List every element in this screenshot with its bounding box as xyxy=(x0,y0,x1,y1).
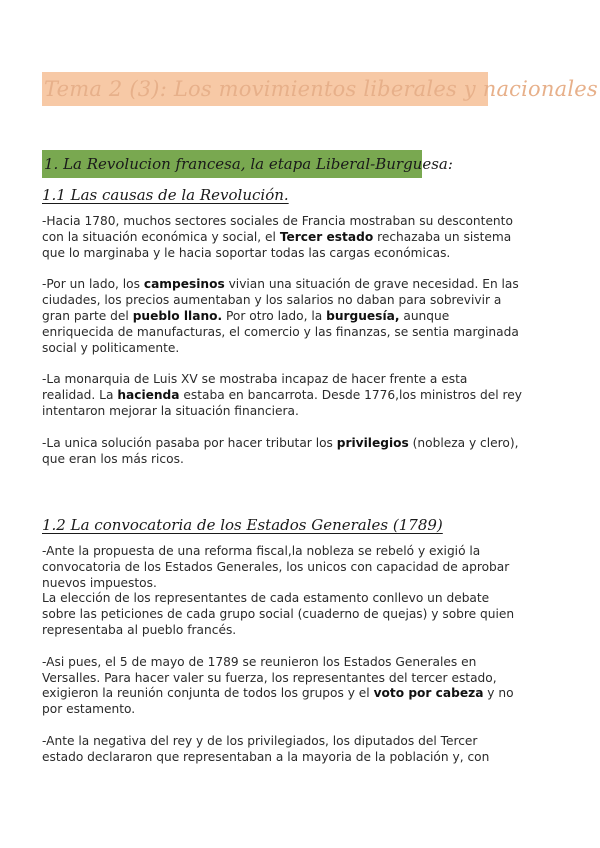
text-block-causes xyxy=(42,214,522,483)
text-block-estates xyxy=(42,544,522,782)
highlight-term: voto por cabeza xyxy=(373,686,484,701)
highlight-term: pueblo llano. xyxy=(132,308,223,323)
highlight-term: hacienda xyxy=(117,388,180,403)
paragraph-6: -Asi pues, el 5 de mayo de 1789 se reunieron los Estados Generales en Versalles. Para hacer valer su fuerza, los representantes del tercer estado, exigieron la reunión conjunta de todos los grupos y el voto por cabeza y no por estamento. xyxy=(42,654,514,717)
highlight-term: privilegios xyxy=(336,435,409,450)
subheading-causes: 1.1 Las causas de la Revolución. xyxy=(42,186,289,204)
highlight-term: campesinos xyxy=(143,277,225,292)
paragraph-7: -Ante la negativa del rey y de los privilegiados, los diputados del Tercer estado declararon que representaban a la mayoria de la población y, con xyxy=(42,733,490,764)
section-heading: 1. La Revolucion francesa, la etapa Liberal-Burguesa: xyxy=(42,150,422,178)
page-title: Tema 2 (3): Los movimientos liberales y nacionales xyxy=(42,72,488,106)
highlight-term: Tercer estado xyxy=(279,229,374,244)
subheading-estates: 1.2 La convocatoria de los Estados Generales (1789) xyxy=(42,516,443,534)
paragraph-2: -Por un lado, los campesinos vivian una situación de grave necesidad. En las ciudades, los precios aumentaban y los salarios no daban para sobrevivir a gran parte del pueblo llano. Por otro lado, la burguesía, aunque enriquecida de manufacturas, el comercio y las finanzas, se sentia marginada social y politicamente. xyxy=(42,277,519,355)
paragraph-1: -Hacia 1780, muchos sectores sociales de Francia mostraban su descontento con la situación económica y social, el Tercer estado rechazaba un sistema que lo marginaba y le hacia soportar todas las cargas económicas. xyxy=(42,214,513,260)
paragraph-3: -La monarquia de Luis XV se mostraba incapaz de hacer frente a esta realidad. La hacienda estaba en bancarrota. Desde 1776,los ministros del rey intentaron mejorar la situación financiera. xyxy=(42,372,522,418)
paragraph-4: -La unica solución pasaba por hacer tributar los privilegios (nobleza y clero), que eran los más ricos. xyxy=(42,435,519,466)
highlight-term: burguesía, xyxy=(326,308,400,323)
paragraph-5: -Ante la propuesta de una reforma fiscal,la nobleza se rebeló y exigió la convocatoria de los Estados Generales, los unicos con capacidad de aprobar nuevos impuestos. La elección de los representantes de cada estamento conllevo un debate sobre las peticiones de cada grupo social (cuaderno de quejas) y sobre quien representaba al pueblo francés. xyxy=(42,544,515,637)
